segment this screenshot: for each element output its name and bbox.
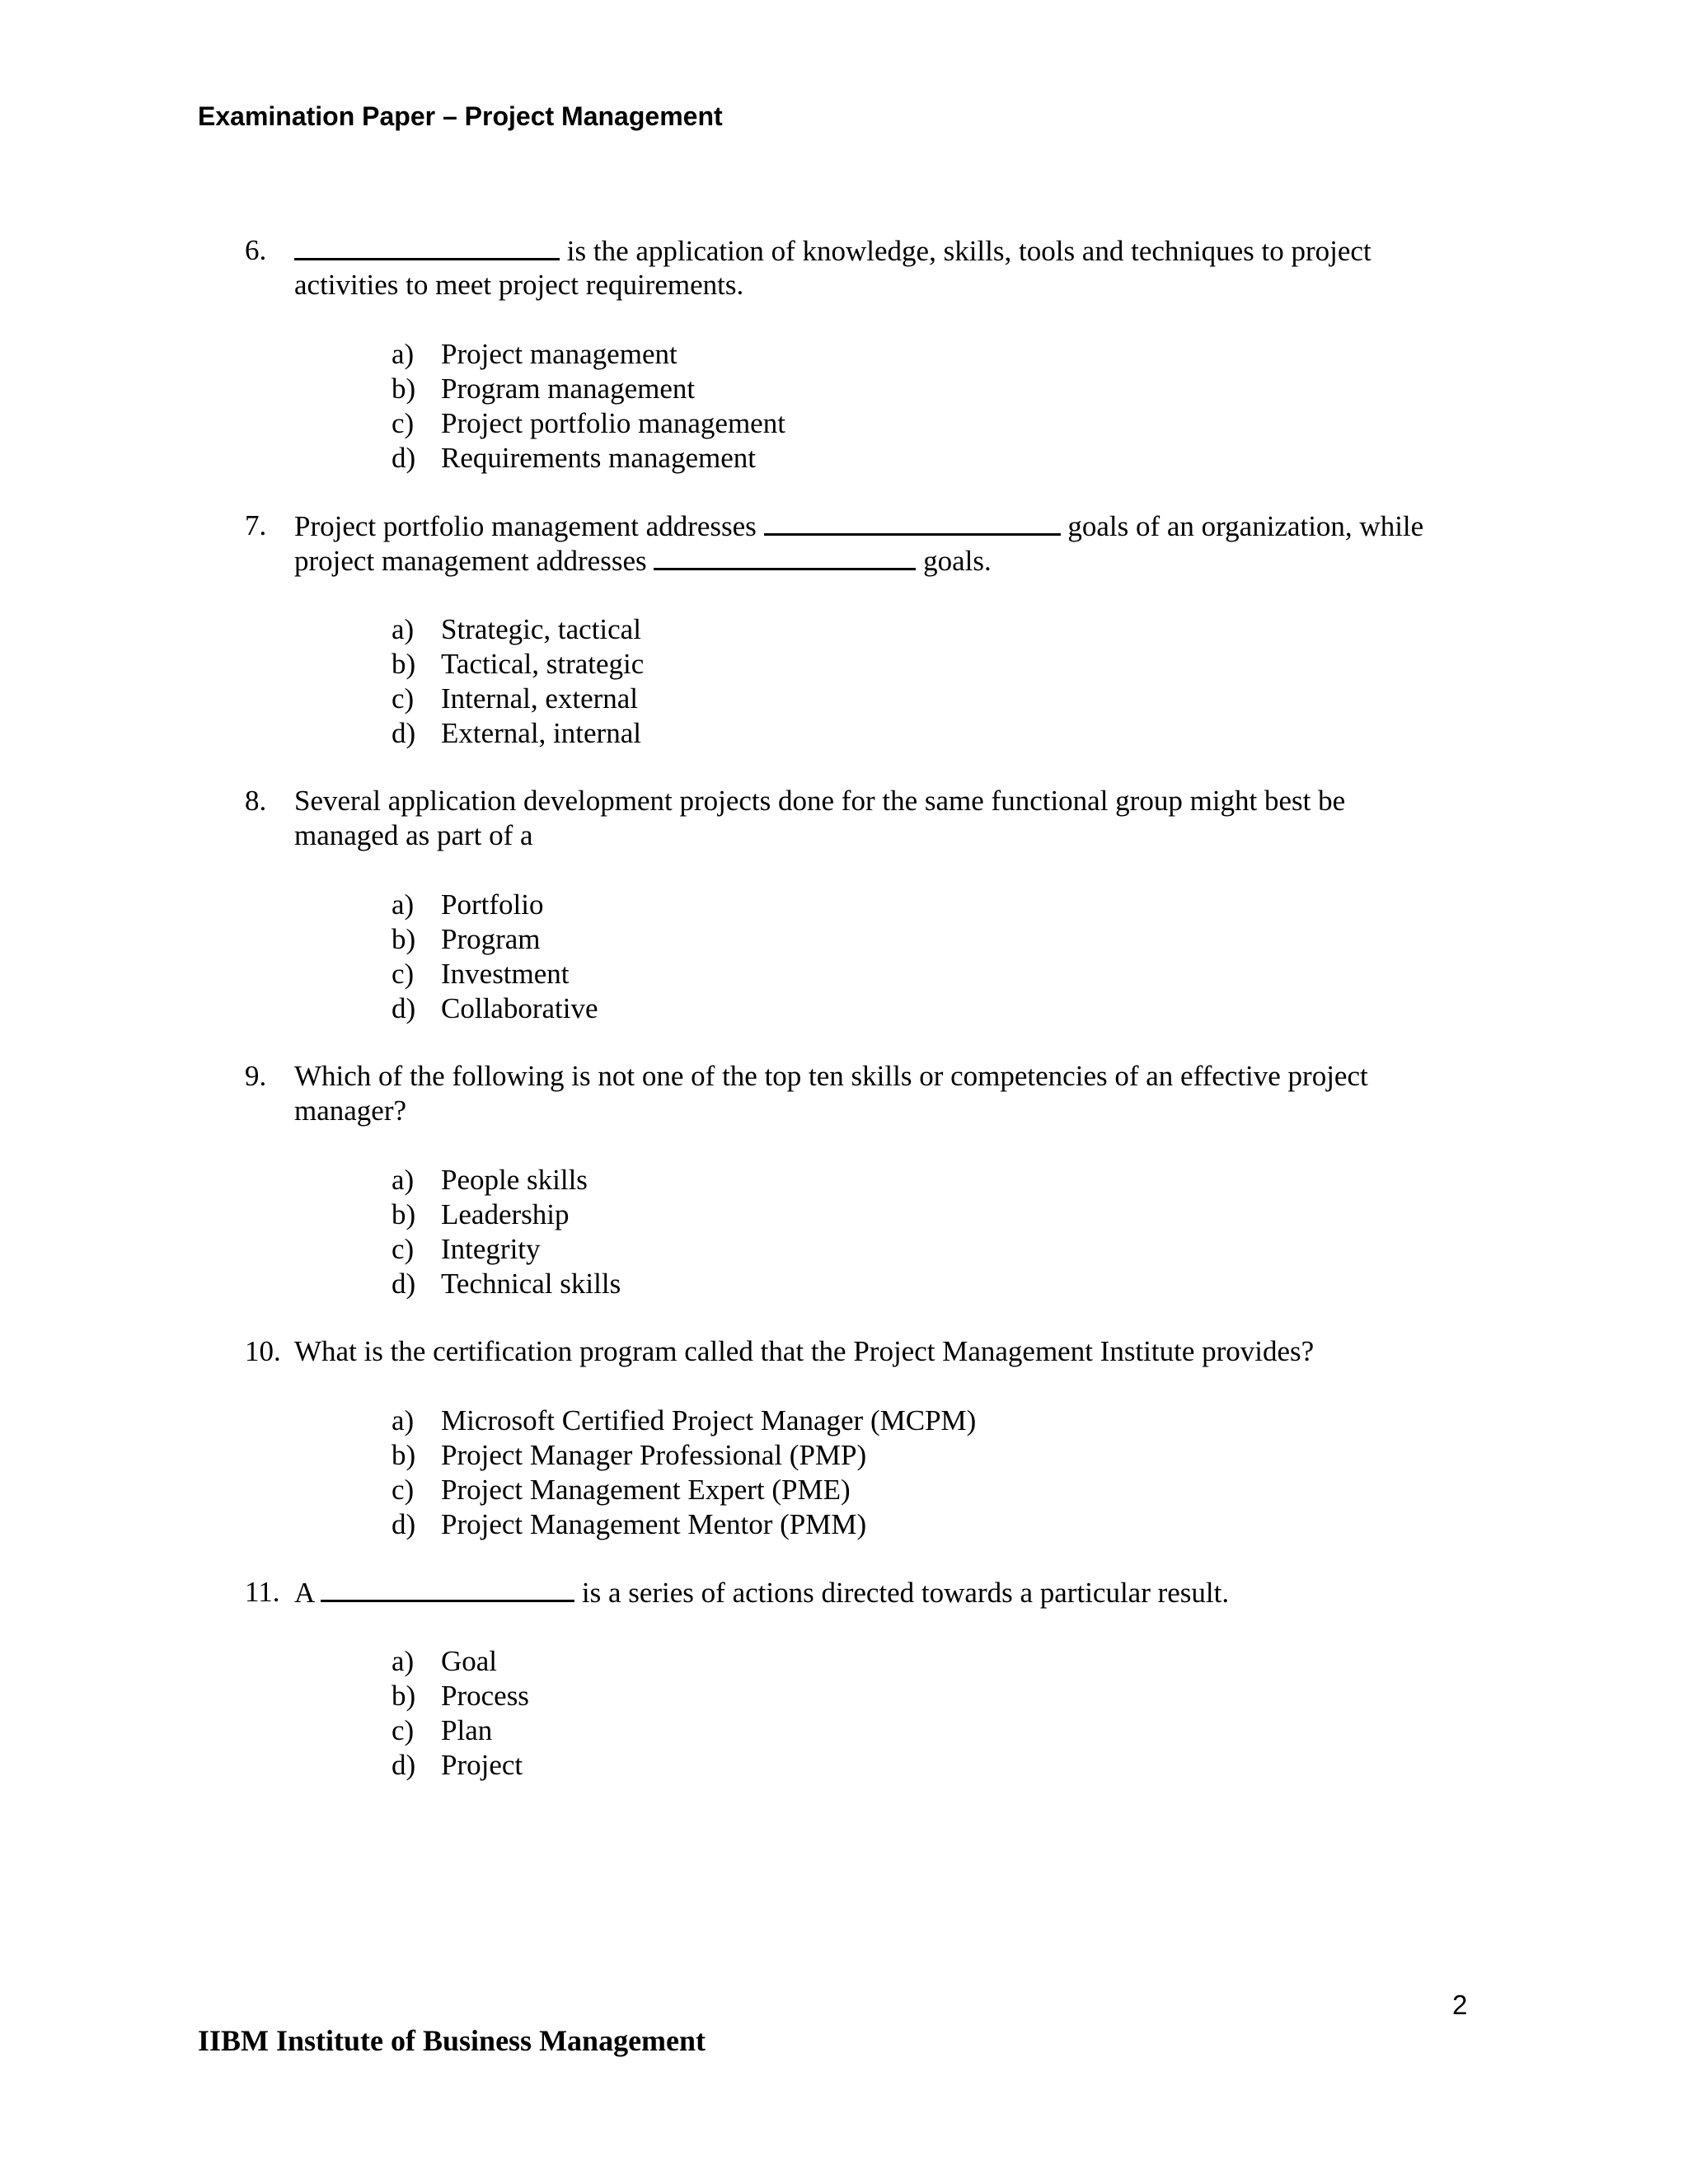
question-9-line-2 [245,1094,1481,1128]
question-10-options [245,1404,1481,1542]
question-7 [245,509,1481,751]
option-item [245,1644,1481,1679]
question-8-options [245,888,1481,1026]
option-item [245,1507,1481,1542]
option-text: Leadership [441,1198,570,1230]
option-letter: b) [392,373,416,405]
question-7-text-part: goals of an organization, while [1060,510,1424,542]
option-text: Project [441,1749,523,1781]
question-text [294,543,992,579]
question-text: Which of the following is not one of the top ten skills or competencies of an effective project [294,1060,1368,1092]
option-text: Project management [441,338,678,370]
option-item [245,1473,1481,1507]
footer-institution: IIBM Institute of Business Management [198,2024,706,2057]
option-item [245,922,1481,957]
option-item [245,716,1481,751]
option-letter: b) [392,1680,416,1712]
option-letter: d) [392,442,416,474]
option-item [245,337,1481,372]
question-7-text-part: Project portfolio management addresses [294,510,764,542]
option-letter: a) [392,1645,415,1677]
question-8 [245,784,1481,1026]
option-item [245,991,1481,1026]
question-6 [245,233,1481,476]
option-letter: d) [392,1268,416,1300]
question-7-text-part: project management addresses [294,545,654,577]
question-text: What is the certification program called that the Project Management Institute provides? [294,1335,1315,1367]
question-text: manager? [294,1094,407,1127]
option-letter: b) [392,1439,416,1471]
question-text [294,233,1372,269]
question-number: 9. [245,1060,267,1092]
option-letter: a) [392,613,415,645]
question-7-line-1 [245,509,1481,543]
option-text: Project Management Mentor (PMM) [441,1508,867,1540]
option-letter: a) [392,1404,415,1436]
question-number: 10. [245,1335,281,1367]
question-7-line-2 [245,543,1481,578]
option-item [245,1163,1481,1197]
question-6-text-part: activities to meet project requirements. [294,269,744,301]
option-letter: c) [392,1233,415,1265]
option-letter: b) [392,923,416,955]
option-text: People skills [441,1164,588,1196]
question-11-text-part: A [294,1577,321,1609]
question-10 [245,1334,1481,1542]
option-item [245,612,1481,647]
question-8-line-2 [245,818,1481,853]
question-number: 11. [245,1576,280,1608]
option-text: Project portfolio management [441,407,785,439]
option-letter: b) [392,1198,416,1230]
answer-blank [294,233,560,260]
option-letter: c) [392,1714,415,1746]
option-text: Requirements management [441,442,756,474]
question-text [294,509,1423,544]
option-text: Process [441,1680,529,1712]
option-letter: c) [392,407,415,439]
answer-blank [654,543,916,570]
question-6-options [245,337,1481,476]
option-item [245,1197,1481,1232]
option-text: Plan [441,1714,493,1746]
option-text: Program [441,923,541,955]
answer-blank [321,1575,574,1602]
option-text: Collaborative [441,992,598,1024]
option-text: Microsoft Certified Project Manager (MCPM) [441,1404,977,1436]
option-text: Technical skills [441,1268,621,1300]
question-number: 8. [245,785,267,817]
option-item [245,372,1481,406]
option-text: Internal, external [441,682,639,715]
question-7-options [245,612,1481,751]
option-letter: a) [392,338,415,370]
option-text: Tactical, strategic [441,648,645,680]
question-9-options [245,1163,1481,1301]
question-text: Several application development projects done for the same functional group might best be [294,785,1346,817]
option-text: External, internal [441,717,641,749]
option-letter: d) [392,1749,416,1781]
option-letter: d) [392,992,416,1024]
option-letter: c) [392,958,415,990]
question-8-line-1 [245,784,1481,818]
option-letter: c) [392,682,415,715]
option-text: Investment [441,958,570,990]
option-item [245,888,1481,922]
option-letter: d) [392,717,416,749]
question-6-text-part: is the application of knowledge, skills, tools and techniques to project [560,235,1372,267]
option-text: Integrity [441,1233,541,1265]
option-item [245,1232,1481,1267]
question-11-text-part: is a series of actions directed towards a particular result. [574,1577,1230,1609]
option-item [245,1404,1481,1438]
question-11-options [245,1644,1481,1783]
question-9-line-1 [245,1059,1481,1094]
question-text: managed as part of a [294,819,533,851]
option-item [245,1438,1481,1473]
question-7-text-part: goals. [916,545,992,577]
option-letter: d) [392,1508,416,1540]
option-item [245,441,1481,476]
option-letter: b) [392,648,416,680]
question-11 [245,1575,1481,1783]
question-number: 6. [245,234,267,266]
option-item [245,957,1481,991]
option-item [245,1679,1481,1713]
option-letter: a) [392,1164,415,1196]
page-header-title: Examination Paper – Project Management [198,101,723,131]
option-letter: a) [392,888,415,921]
question-text [294,1575,1229,1610]
option-text: Portfolio [441,888,544,921]
option-text: Program management [441,373,696,405]
option-item [245,647,1481,682]
option-item [245,1267,1481,1301]
question-number: 7. [245,509,267,541]
option-letter: c) [392,1474,415,1506]
option-item [245,406,1481,441]
option-text: Strategic, tactical [441,613,641,645]
option-text: Project Management Expert (PME) [441,1474,851,1506]
page-number: 2 [1452,1990,1468,2020]
question-9 [245,1059,1481,1301]
option-item [245,1748,1481,1783]
option-item [245,1713,1481,1748]
answer-blank [764,509,1061,536]
question-6-line-1 [245,233,1481,268]
question-10-line-1 [245,1334,1481,1369]
option-text: Goal [441,1645,498,1677]
option-text: Project Manager Professional (PMP) [441,1439,867,1471]
question-6-line-2 [245,268,1481,302]
question-11-line-1 [245,1575,1481,1610]
option-item [245,682,1481,716]
